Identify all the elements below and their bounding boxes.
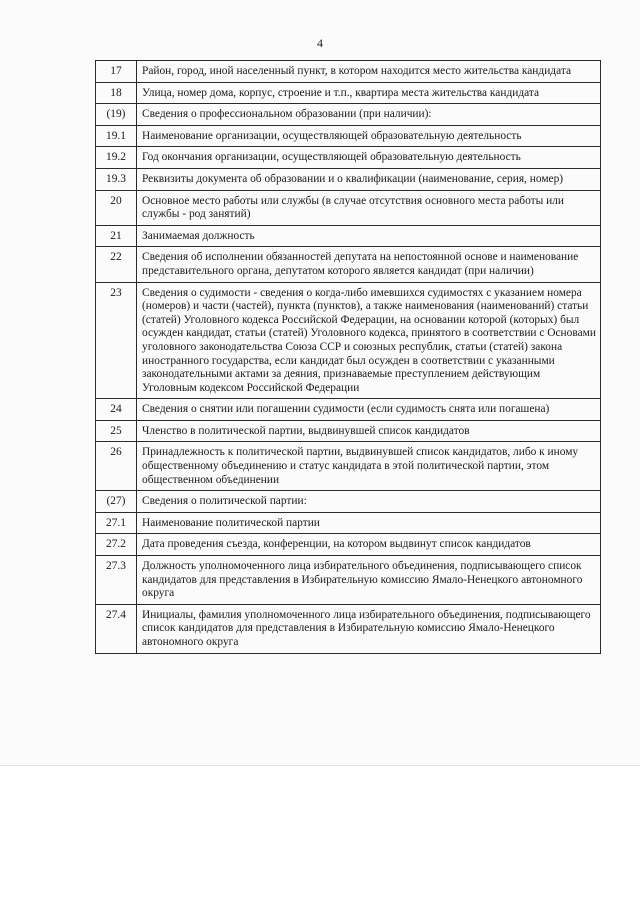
table-row (96, 147, 601, 169)
table-row (96, 420, 601, 442)
table-row (96, 491, 601, 513)
row-text: Сведения о политической партии: (137, 491, 601, 513)
table-row (96, 247, 601, 282)
table-row (96, 190, 601, 225)
table-row (96, 556, 601, 605)
row-text: Сведения о снятии или погашении судимости (если судимость снята или погашена) (137, 399, 601, 421)
table-row (96, 282, 601, 399)
row-text: Сведения о профессиональном образовании (при наличии): (137, 104, 601, 126)
row-text: Инициалы, фамилия уполномоченного лица избирательного объединения, подписывающего список кандидатов для представления в Избирательную комиссию Ямало-Ненецкого автономного округа (137, 604, 601, 653)
table-row (96, 442, 601, 491)
row-number: 27.3 (96, 556, 137, 605)
row-number: 20 (96, 190, 137, 225)
row-number: 19.2 (96, 147, 137, 169)
row-number: 25 (96, 420, 137, 442)
row-number: 21 (96, 225, 137, 247)
table-row (96, 604, 601, 653)
row-number: 19.3 (96, 168, 137, 190)
row-number: (19) (96, 104, 137, 126)
row-text: Занимаемая должность (137, 225, 601, 247)
table-row (96, 125, 601, 147)
row-text: Реквизиты документа об образовании и о квалификации (наименование, серия, номер) (137, 168, 601, 190)
table-row (96, 168, 601, 190)
row-text: Сведения об исполнении обязанностей депутата на непостоянной основе и наименование представительного органа, депутатом которого является кандидат (при наличии) (137, 247, 601, 282)
row-number: 22 (96, 247, 137, 282)
table-row (96, 512, 601, 534)
page-number: 4 (317, 36, 323, 50)
row-number: 19.1 (96, 125, 137, 147)
table-row (96, 104, 601, 126)
row-text: Наименование политической партии (137, 512, 601, 534)
row-text: Сведения о судимости - сведения о когда-либо имевшихся судимостях с указанием номера (номеров) и части (частей), пункта (пунктов), а также наименования (наименований) статьи (статей) Уголовного кодекса Российской Федерации, на основании которой (которых) был осужден кандидат, статьи (статей) Уголовного кодекса, принятого в соответствии с Основами уголовного законодательства Союза ССР и союзных республик, статьи (статей) закона иностранного государства, если кандидат был осужден в соответствии с указанными законодательными актами за деяния, признаваемые преступлением действующим Уголовным кодексом Российской Федерации (137, 282, 601, 399)
row-number: 23 (96, 282, 137, 399)
row-number: 24 (96, 399, 137, 421)
row-text: Наименование организации, осуществляющей образовательную деятельность (137, 125, 601, 147)
table-row (96, 225, 601, 247)
row-number: 26 (96, 442, 137, 491)
row-text: Район, город, иной населенный пункт, в котором находится место жительства кандидата (137, 61, 601, 83)
candidate-info-table (95, 60, 601, 654)
row-number: 17 (96, 61, 137, 83)
row-number: (27) (96, 491, 137, 513)
row-number: 18 (96, 82, 137, 104)
table-row (96, 82, 601, 104)
row-text: Улица, номер дома, корпус, строение и т.п., квартира места жительства кандидата (137, 82, 601, 104)
row-number: 27.2 (96, 534, 137, 556)
row-text: Основное место работы или службы (в случае отсутствия основного места работы или службы - род занятий) (137, 190, 601, 225)
row-text: Принадлежность к политической партии, выдвинувшей список кандидатов, либо к иному общественному объединению и статус кандидата в этой политической партии, этом общественном объединении (137, 442, 601, 491)
row-text: Год окончания организации, осуществляющей образовательную деятельность (137, 147, 601, 169)
row-text: Дата проведения съезда, конференции, на котором выдвинут список кандидатов (137, 534, 601, 556)
row-number: 27.4 (96, 604, 137, 653)
table-row (96, 61, 601, 83)
row-text: Должность уполномоченного лица избирательного объединения, подписывающего список кандидатов для представления в Избирательную комиссию Ямало-Ненецкого автономного округа (137, 556, 601, 605)
table-row (96, 399, 601, 421)
row-text: Членство в политической партии, выдвинувшей список кандидатов (137, 420, 601, 442)
table-row (96, 534, 601, 556)
row-number: 27.1 (96, 512, 137, 534)
